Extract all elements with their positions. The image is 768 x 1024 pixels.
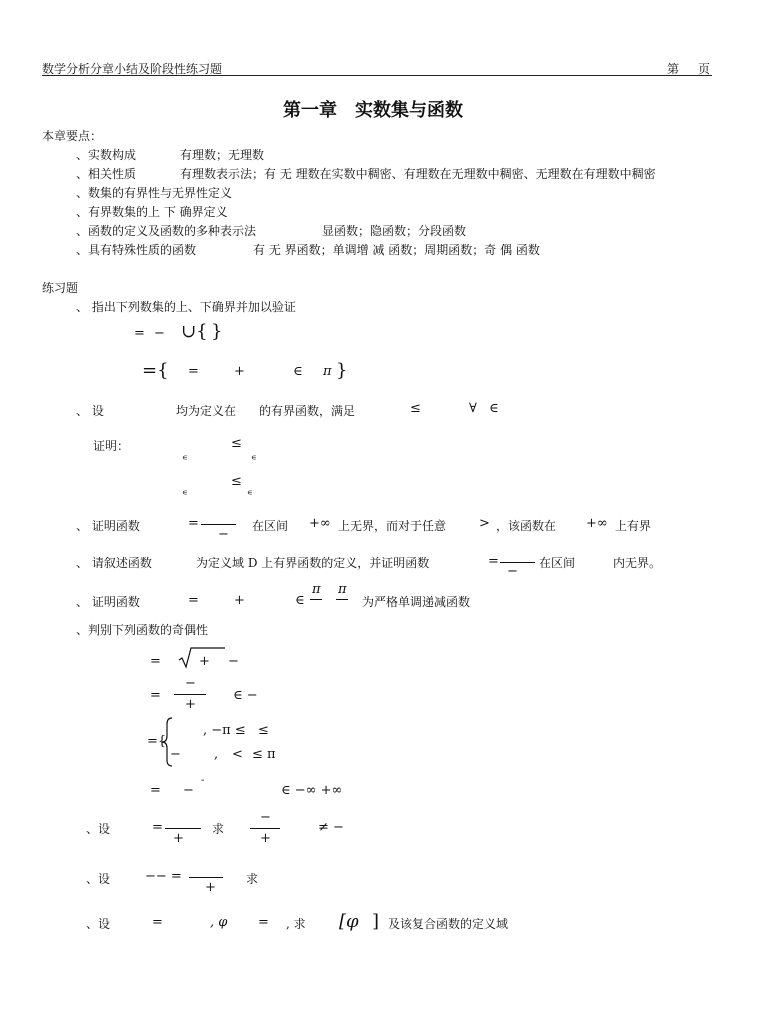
q2-le-2: ≤ [231, 474, 242, 489]
q5-text-b: 为严格单调递减函数 [362, 595, 471, 609]
q6b-plus: + [185, 697, 196, 712]
q1-f2-rbrace: } [336, 360, 348, 381]
q8-text: 、设 [86, 872, 111, 886]
q4-text-a: 、 请叙述函数 [76, 556, 152, 570]
q4-fraction-bar [500, 562, 535, 563]
q5-in: ∈ [295, 593, 305, 608]
q5-frac-bar-1 [310, 599, 322, 600]
key-point-1-label: 、实数构成 [76, 148, 137, 162]
q9-text: 、设 [86, 917, 111, 931]
q6d-sup-minus: - [201, 775, 205, 786]
q7-text: 、设 [86, 822, 111, 836]
chapter-title: 第一章 实数集与函数 [283, 100, 463, 121]
q7-minus: − [260, 810, 271, 825]
q1-f2-eq: = [188, 364, 199, 379]
q1-f2-in: ∈ [293, 364, 303, 379]
q6c-eq: ={ [147, 734, 167, 749]
q2-forall: ∀ [469, 401, 477, 416]
q9-tail: 及该复合函数的定义域 [388, 917, 509, 931]
q1-f1-eq: = [134, 326, 145, 341]
q1-f1-rbrace: } [211, 321, 223, 342]
key-point-5-detail: 显函数；隐函数；分段函数 [322, 224, 467, 238]
q1-f1-union: ∪{ [181, 321, 208, 342]
q4-minus: − [507, 564, 518, 579]
q5-eq: = [188, 593, 199, 608]
header-left: 数学分析分章小结及阶段性练习题 [42, 62, 223, 76]
q6c-cond1: , −π ≤ [203, 723, 246, 738]
q5-pi-1: π [312, 582, 321, 597]
key-point-3-label: 、数集的有界性与无界性定义 [76, 186, 233, 200]
q6a-plus: + [199, 654, 210, 669]
q3-text-a: 、 证明函数 [76, 519, 140, 533]
q7-qiu: 求 [212, 822, 225, 836]
q3-text-b: 在区间 [252, 519, 289, 533]
q5-plus: + [234, 593, 245, 608]
header-page-di: 第 [667, 62, 680, 76]
q9-qiu: , 求 [286, 917, 306, 931]
q6-text: 、判别下列函数的奇偶性 [76, 623, 209, 637]
q6d-eq: = [150, 783, 161, 798]
q2-text-c: 的有界函数，满足 [259, 404, 356, 418]
q2-text-a: 、 设 [76, 404, 104, 418]
q2-le-1: ≤ [231, 436, 242, 451]
q3-inf: +∞ [309, 516, 331, 531]
q7-plus2: + [260, 831, 271, 846]
q9-bracket-phi: [φ [339, 911, 359, 932]
q1-f2-eq-lbrace: ={ [142, 360, 169, 381]
q4-eq: = [488, 554, 499, 569]
q7-fraction-bar-2 [250, 828, 280, 829]
key-point-2-detail: 有理数表示法；有 无 理数在实数中稠密、有理数在无理数中稠密、无理数在有理数中稠密 [180, 167, 656, 181]
key-point-6-label: 、具有特殊性质的函数 [76, 243, 197, 257]
q5-text-a: 、 证明函数 [76, 595, 140, 609]
q6b-fraction-bar [174, 694, 206, 695]
q1-f1-minus: − [154, 326, 165, 341]
q9-eq2: = [258, 915, 269, 930]
q8-plus: + [205, 880, 216, 895]
q6b-eq: = [150, 688, 161, 703]
q3-gt: > [479, 516, 490, 531]
key-point-2-label: 、相关性质 [76, 167, 137, 181]
q3-text-c: 上无界，而对于任意 [338, 519, 447, 533]
q5-pi-2: π [338, 582, 347, 597]
q9-bracket-close: ] [372, 911, 380, 932]
q7-neq: ≠ − [318, 820, 344, 835]
q8-sym: −− = [145, 869, 182, 884]
q6c-lt: < [232, 747, 243, 762]
q8-fraction-bar [189, 877, 223, 878]
q1-text: 、 指出下列数集的上、下确界并加以验证 [76, 300, 296, 314]
q6a-eq: = [150, 654, 161, 669]
key-points-heading: 本章要点： [42, 129, 103, 143]
q9-eq: = [152, 915, 163, 930]
q7-eq: = [152, 820, 163, 835]
q4-text-c: 在区间 [539, 556, 576, 570]
q6a-minus: − [228, 654, 239, 669]
q6d-minus: − [183, 783, 194, 798]
q2-in: ∈ [489, 401, 499, 416]
q6c-minus: − [170, 747, 181, 762]
key-point-6-detail: 有 无 界函数；单调增 减 函数；周期函数；奇 偶 函数 [253, 243, 540, 257]
q2-sub-1b: ∊ [251, 453, 257, 462]
header-page-ye: 页 [698, 62, 711, 76]
q7-plus: + [173, 831, 184, 846]
q4-text-b: 为定义域 D 上有界函数的定义，并证明函数 [196, 556, 430, 570]
q3-minus: − [218, 527, 229, 542]
q6c-comma: , [214, 747, 219, 762]
q4-text-d: 内无界。 [613, 556, 662, 570]
q2-sub-1a: ∊ [182, 453, 188, 462]
q6b-in: ∈ − [233, 688, 258, 703]
q2-proof: 证明： [93, 439, 130, 453]
q8-qiu: 求 [246, 872, 259, 886]
q1-f2-pi: π [323, 364, 332, 379]
q2-le: ≤ [410, 401, 421, 416]
key-point-5-label: 、函数的定义及函数的多种表示法 [76, 224, 257, 238]
q6c-le-pi: ≤ π [252, 747, 276, 762]
key-point-4-label: 、有界数集的上 下 确界定义 [76, 205, 228, 219]
key-point-1-detail: 有理数；无理数 [180, 148, 265, 162]
q6b-minus: − [185, 676, 196, 691]
q2-sub-2b: ∊ [247, 488, 253, 497]
q1-f2-plus: + [234, 364, 245, 379]
q5-frac-bar-2 [336, 599, 348, 600]
q2-text-b: 均为定义在 [176, 404, 237, 418]
q6c-le: ≤ [258, 723, 269, 738]
q9-phi: , φ [210, 915, 228, 930]
header-divider [42, 75, 712, 76]
exercises-heading: 练习题 [42, 281, 79, 295]
q7-fraction-bar-1 [165, 828, 201, 829]
q2-sub-2a: ∊ [182, 488, 188, 497]
q3-fraction-bar [201, 524, 236, 525]
q3-inf2: +∞ [586, 516, 608, 531]
q3-text-d: ，该函数在 [496, 519, 557, 533]
q3-eq: = [188, 516, 199, 531]
q3-text-e: 上有界 [615, 519, 652, 533]
q6d-domain: ∈ −∞ +∞ [281, 783, 343, 798]
